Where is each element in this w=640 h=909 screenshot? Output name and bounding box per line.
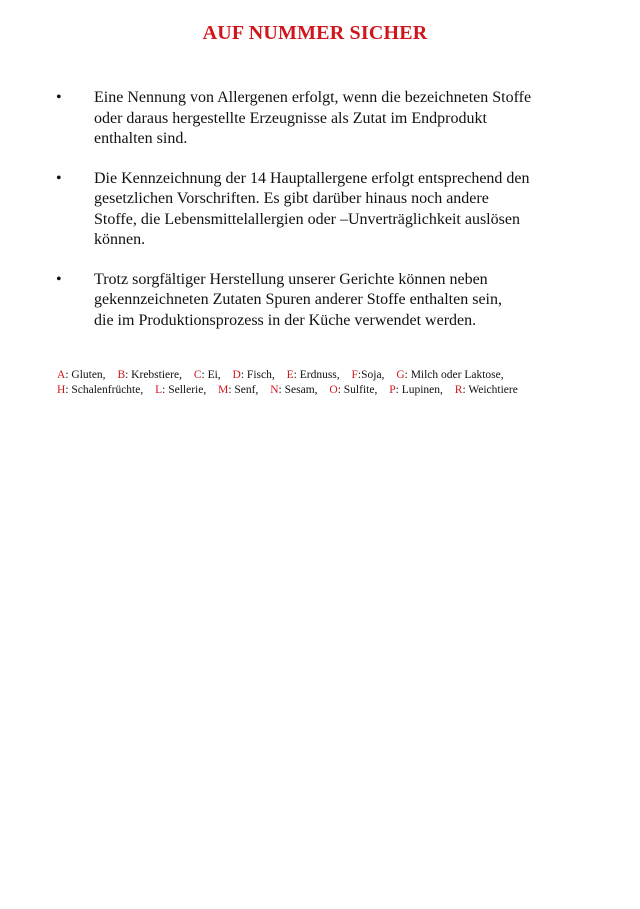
text-line: Stoffe, die Lebensmittelallergien oder –Unverträglichkeit auslösen	[94, 210, 520, 228]
bullet-item-1	[56, 88, 596, 150]
legend-item-g	[396, 369, 503, 381]
legend-item-d	[233, 369, 275, 381]
allergen-label: : Sulfite,	[337, 384, 378, 396]
allergen-label: : Lupinen,	[395, 384, 443, 396]
text-line: Die Kennzeichnung der 14 Hauptallergene erfolgt entsprechend den	[94, 169, 530, 187]
allergen-label: : Schalenfrüchte,	[65, 384, 144, 396]
allergen-label: : Sellerie,	[162, 384, 207, 396]
legend-item-o	[329, 384, 377, 396]
allergen-legend	[57, 368, 617, 398]
allergen-label: : Milch oder Laktose,	[404, 369, 504, 381]
allergen-label: : Ei,	[201, 369, 221, 381]
text-line: Eine Nennung von Allergenen erfolgt, wenn die bezeichneten Stoffe	[94, 89, 532, 106]
bullet-marker: •	[56, 169, 62, 187]
allergen-label: : Fisch,	[240, 369, 275, 381]
allergen-code: O	[329, 384, 338, 396]
allergen-label: : Sesam,	[278, 384, 318, 396]
legend-item-f	[352, 369, 385, 381]
allergen-code: F	[351, 369, 358, 381]
page-title: AUF NUMMER SICHER	[202, 22, 428, 44]
bullet-list	[56, 88, 596, 350]
legend-item-c	[194, 369, 221, 381]
legend-item-p	[389, 384, 443, 396]
text-line: enthalten sind.	[94, 130, 188, 147]
bullet-marker: •	[56, 270, 62, 288]
legend-item-n	[270, 384, 317, 396]
legend-item-e	[287, 369, 340, 381]
allergen-label: : Gluten,	[65, 369, 106, 381]
allergen-label: : Erdnuss,	[293, 369, 340, 381]
allergen-code: M	[218, 384, 229, 396]
bullet-text	[94, 270, 596, 332]
allergen-code: P	[389, 384, 396, 396]
text-line: die im Produktionsprozess in der Küche verwendet werden.	[94, 311, 477, 329]
allergen-label: : Senf,	[228, 384, 259, 396]
allergen-label: : Weichtiere	[462, 384, 518, 396]
text-line: Trotz sorgfältiger Herstellung unserer Gerichte können neben	[94, 270, 488, 288]
allergen-code: E	[286, 369, 294, 381]
allergen-code: B	[117, 369, 126, 381]
allergen-code: R	[454, 384, 463, 396]
allergen-label: :Soja,	[357, 369, 385, 381]
legend-item-a	[57, 369, 106, 381]
allergen-code: H	[57, 384, 66, 396]
text-line: gesetzlichen Vorschriften. Es gibt darüber hinaus noch andere	[94, 190, 489, 207]
legend-item-l	[155, 384, 206, 396]
legend-item-h	[57, 384, 143, 396]
text-line: oder daraus hergestellte Erzeugnisse als Zutat im Endprodukt	[94, 109, 487, 127]
legend-line-2	[57, 383, 617, 398]
allergen-code: L	[155, 384, 163, 396]
legend-item-m	[218, 384, 258, 396]
text-line: gekennzeichneten Zutaten Spuren anderer Stoffe enthalten sein,	[94, 291, 502, 308]
legend-item-b	[117, 369, 182, 381]
legend-line-1	[57, 368, 617, 383]
allergen-code: C	[193, 369, 202, 381]
bullet-item-3	[56, 270, 596, 332]
allergen-label: : Krebstiere,	[125, 369, 182, 381]
allergen-code: N	[270, 384, 279, 396]
allergen-code: A	[57, 369, 66, 381]
bullet-text	[94, 88, 596, 150]
text-line: können.	[94, 231, 146, 248]
legend-item-r	[455, 384, 518, 396]
bullet-text	[94, 169, 596, 251]
allergen-code: D	[232, 369, 241, 381]
bullet-marker: •	[56, 89, 62, 106]
allergen-code: G	[396, 369, 405, 381]
bullet-item-2	[56, 169, 596, 251]
